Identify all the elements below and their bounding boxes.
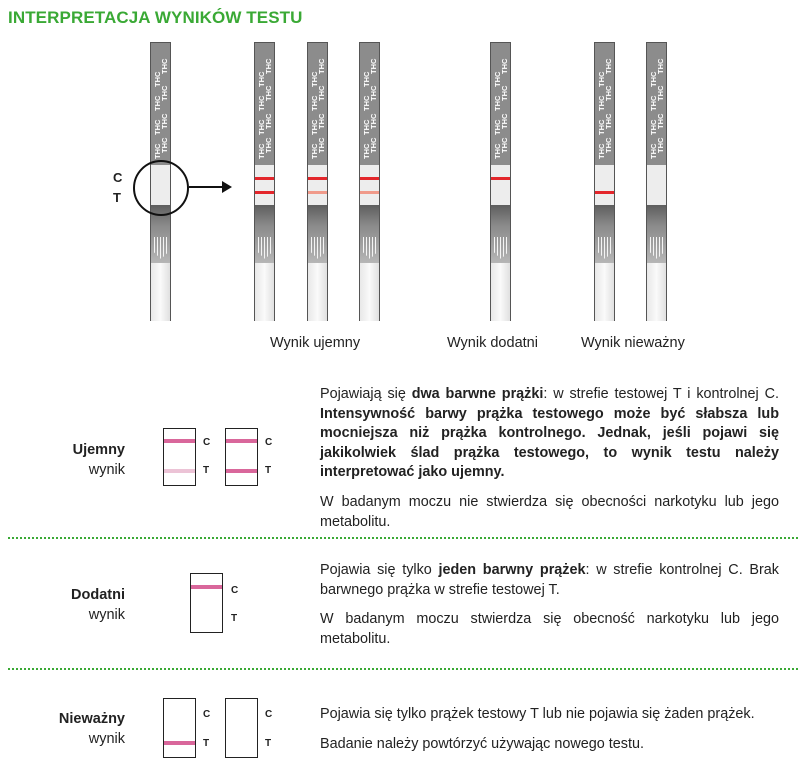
mini-c-label: C bbox=[231, 585, 239, 596]
mini-c-label: C bbox=[203, 709, 211, 720]
strip-result-window bbox=[360, 165, 379, 205]
strip-thc-text: THC bbox=[160, 137, 169, 153]
strip-absorbent-end bbox=[255, 263, 274, 321]
arrowhead-icon bbox=[222, 181, 232, 193]
mini-t-label: T bbox=[265, 465, 272, 476]
text-span: : w strefie kontrolnej C. Brak barwnego prążka w strefie testowej T. bbox=[320, 562, 779, 598]
test-strip bbox=[359, 42, 380, 321]
page-title: INTERPRETACJA WYNIKÓW TESTU bbox=[8, 8, 303, 27]
strip-thc-text: THC bbox=[597, 71, 606, 87]
strip-thc-text: THC bbox=[362, 119, 371, 135]
invalid-conclusion: Badanie należy powtórzyć używając nowego testu. bbox=[320, 736, 644, 752]
strip-thc-text: THC bbox=[656, 58, 665, 74]
invalid-description: Pojawia się tylko prążek testowy T lub nie pojawia się żaden prążek. bbox=[320, 706, 755, 722]
strip-thc-text: THC bbox=[310, 143, 319, 159]
result-label-bold: Ujemny bbox=[72, 442, 125, 458]
mini-c-label: C bbox=[265, 437, 273, 448]
text-bold: jeden barwny prążek bbox=[438, 562, 586, 578]
caption-positive: Wynik dodatni bbox=[447, 335, 538, 351]
result-label-rest: wynik bbox=[88, 731, 125, 747]
result-label-rest: wynik bbox=[88, 607, 125, 623]
strip-absorbent-end bbox=[647, 263, 666, 321]
strip-thc-text: THC bbox=[597, 143, 606, 159]
text-span: Pojawiają się bbox=[320, 386, 412, 402]
mini-c-label: C bbox=[265, 709, 273, 720]
strip-thc-text: THC bbox=[310, 119, 319, 135]
test-strip bbox=[307, 42, 328, 321]
strip-thc-text: THC bbox=[310, 71, 319, 87]
control-band bbox=[226, 439, 257, 443]
strip-label-area bbox=[491, 49, 510, 161]
strip-thc-text: THC bbox=[493, 71, 502, 87]
strip-band bbox=[595, 191, 614, 194]
c-zone-label: C bbox=[113, 170, 123, 185]
arrow-right-icon bbox=[189, 186, 225, 188]
strip-thc-text: THC bbox=[257, 119, 266, 135]
strip-thc-text: THC bbox=[369, 58, 378, 74]
strip-thc-text: THC bbox=[257, 71, 266, 87]
negative-conclusion: W badanym moczu nie stwierdza się obecności narkotyku lub jego metabolitu. bbox=[320, 494, 779, 530]
strip-thc-text: THC bbox=[153, 95, 162, 111]
strip-thc-text: THC bbox=[597, 119, 606, 135]
strip-thc-text: THC bbox=[153, 143, 162, 159]
strip-result-window bbox=[308, 165, 327, 205]
magnify-circle bbox=[133, 160, 189, 216]
strip-band bbox=[360, 191, 379, 194]
strip-thc-text: THC bbox=[649, 95, 658, 111]
strip-absorbent-end bbox=[360, 263, 379, 321]
result-label-negative bbox=[25, 440, 125, 480]
strip-thc-text: THC bbox=[369, 113, 378, 129]
negative-description bbox=[320, 385, 779, 483]
strip-thc-text: THC bbox=[493, 119, 502, 135]
strip-thc-text: THC bbox=[500, 58, 509, 74]
mini-strip bbox=[190, 573, 223, 633]
strip-label-area bbox=[647, 49, 666, 161]
strip-thc-text: THC bbox=[369, 137, 378, 153]
strip-label-area bbox=[151, 49, 170, 161]
strip-absorbent-end bbox=[308, 263, 327, 321]
mini-strip bbox=[225, 698, 258, 758]
strip-label-area bbox=[595, 49, 614, 161]
t-zone-label: T bbox=[113, 190, 121, 205]
strip-thc-text: THC bbox=[317, 113, 326, 129]
mini-strip bbox=[225, 428, 258, 486]
test-band bbox=[226, 469, 257, 473]
strip-band bbox=[255, 177, 274, 180]
strip-thc-text: THC bbox=[369, 85, 378, 101]
strip-thc-text: THC bbox=[153, 71, 162, 87]
separator bbox=[8, 668, 798, 670]
strip-thc-text: THC bbox=[493, 95, 502, 111]
strip-thc-text: THC bbox=[656, 137, 665, 153]
mini-t-label: T bbox=[203, 738, 210, 749]
test-strip bbox=[254, 42, 275, 321]
strip-thc-text: THC bbox=[264, 85, 273, 101]
strip-thc-text: THC bbox=[317, 137, 326, 153]
strip-thc-text: THC bbox=[160, 58, 169, 74]
strip-thc-text: THC bbox=[310, 95, 319, 111]
strip-label-area bbox=[360, 49, 379, 161]
strip-result-window bbox=[595, 165, 614, 205]
strip-absorbent-end bbox=[151, 263, 170, 321]
caption-invalid: Wynik nieważny bbox=[581, 335, 685, 351]
strip-result-window bbox=[491, 165, 510, 205]
text-span: Pojawia się tylko bbox=[320, 562, 439, 578]
mini-strip bbox=[163, 428, 196, 486]
strip-absorbent-end bbox=[491, 263, 510, 321]
strip-thc-text: THC bbox=[493, 143, 502, 159]
result-label-bold: Nieważny bbox=[58, 711, 125, 727]
strip-band bbox=[308, 177, 327, 180]
mini-t-label: T bbox=[231, 613, 238, 624]
strip-thc-text: THC bbox=[604, 85, 613, 101]
strip-thc-text: THC bbox=[264, 137, 273, 153]
strip-result-window bbox=[255, 165, 274, 205]
result-label-bold: Dodatni bbox=[71, 587, 125, 603]
strip-thc-text: THC bbox=[500, 137, 509, 153]
strip-thc-text: THC bbox=[604, 137, 613, 153]
result-label-positive bbox=[25, 585, 125, 625]
strip-thc-text: THC bbox=[264, 58, 273, 74]
strip-thc-text: THC bbox=[317, 58, 326, 74]
strip-thc-text: THC bbox=[656, 85, 665, 101]
strip-thc-text: THC bbox=[362, 95, 371, 111]
strip-thc-text: THC bbox=[649, 119, 658, 135]
strip-thc-text: THC bbox=[160, 85, 169, 101]
strip-thc-text: THC bbox=[257, 143, 266, 159]
strip-thc-text: THC bbox=[500, 85, 509, 101]
strip-thc-text: THC bbox=[604, 58, 613, 74]
test-strip bbox=[646, 42, 667, 321]
test-strip bbox=[594, 42, 615, 321]
text-span: : w strefie testowej T i kontrolnej C. bbox=[543, 386, 779, 402]
mini-t-label: T bbox=[203, 465, 210, 476]
strip-thc-text: THC bbox=[649, 143, 658, 159]
text-bold: Intensywność barwy prążka testowego może być słabsza lub mocniejsza niż prążka kontrolnego. Jednak, jeśli pojawi się jakikolwiek ślad prążka testowego, to wynik testu należy interpretować jako ujemny. bbox=[320, 405, 779, 480]
strip-thc-text: THC bbox=[362, 143, 371, 159]
strip-band bbox=[255, 191, 274, 194]
strip-thc-text: THC bbox=[649, 71, 658, 87]
strip-thc-text: THC bbox=[597, 95, 606, 111]
strip-thc-text: THC bbox=[656, 113, 665, 129]
test-strip bbox=[490, 42, 511, 321]
strip-thc-text: THC bbox=[153, 119, 162, 135]
result-label-rest: wynik bbox=[88, 462, 125, 478]
result-label-invalid bbox=[25, 709, 125, 749]
positive-conclusion: W badanym moczu stwierdza się obecność narkotyku lub jego metabolitu. bbox=[320, 611, 779, 647]
strip-label-area bbox=[308, 49, 327, 161]
mini-t-label: T bbox=[265, 738, 272, 749]
control-band bbox=[164, 439, 195, 443]
strip-band bbox=[491, 177, 510, 180]
strip-thc-text: THC bbox=[160, 113, 169, 129]
mini-c-label: C bbox=[203, 437, 211, 448]
strip-absorbent-end bbox=[595, 263, 614, 321]
strip-band bbox=[360, 177, 379, 180]
strip-thc-text: THC bbox=[604, 113, 613, 129]
mini-strip bbox=[163, 698, 196, 758]
strip-band bbox=[308, 191, 327, 194]
strip-thc-text: THC bbox=[264, 113, 273, 129]
test-band bbox=[164, 741, 195, 745]
strip-result-window bbox=[647, 165, 666, 205]
test-band-faint bbox=[164, 469, 195, 473]
text-bold: dwa barwne prążki bbox=[411, 386, 544, 402]
strip-label-area bbox=[255, 49, 274, 161]
separator bbox=[8, 537, 798, 539]
control-band bbox=[191, 585, 222, 589]
strip-thc-text: THC bbox=[362, 71, 371, 87]
strip-thc-text: THC bbox=[500, 113, 509, 129]
caption-negative: Wynik ujemny bbox=[270, 335, 361, 351]
positive-description bbox=[320, 561, 779, 600]
strip-thc-text: THC bbox=[257, 95, 266, 111]
strip-thc-text: THC bbox=[317, 85, 326, 101]
